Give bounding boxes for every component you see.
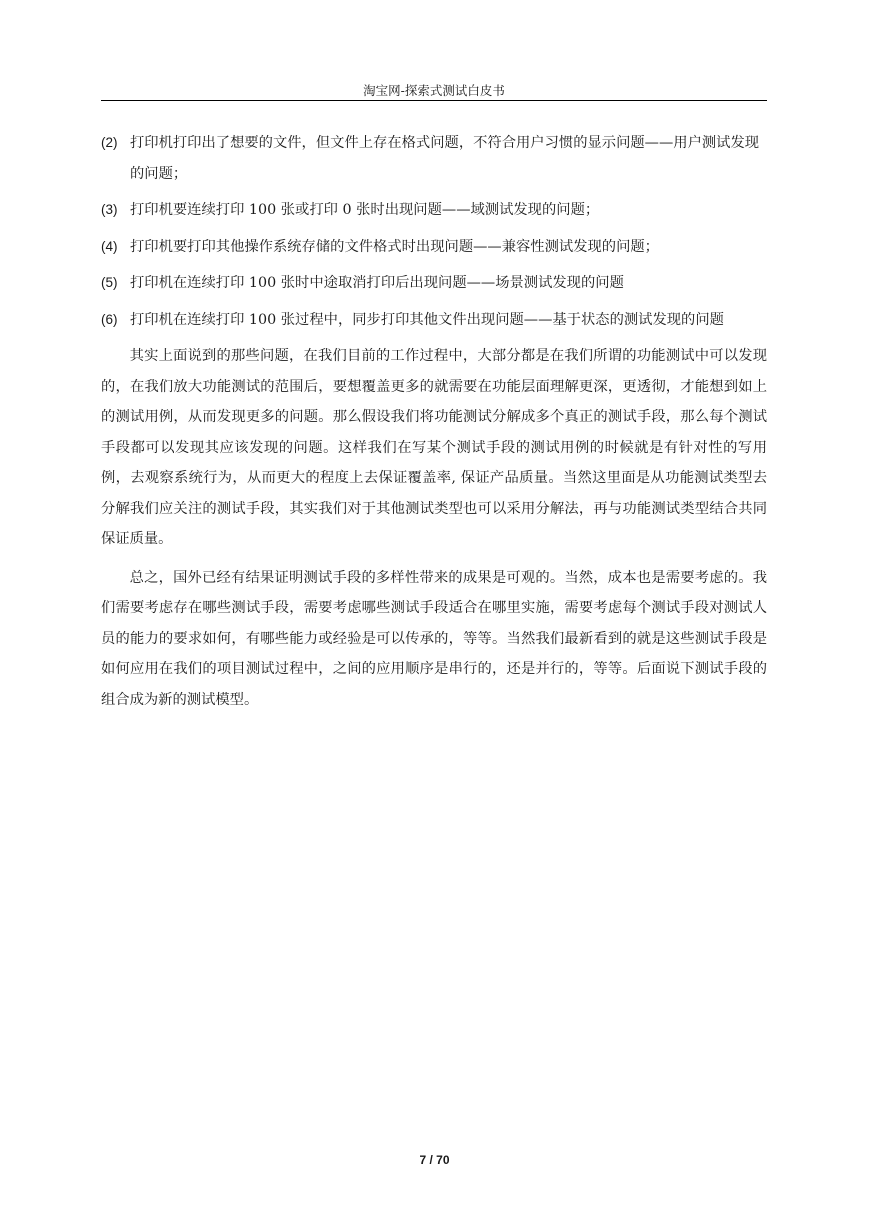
list-item-text: 打印机要打印其他操作系统存储的文件格式时出现问题——兼容性测试发现的问题；: [130, 238, 659, 255]
list-item: [101, 195, 767, 226]
list-item: [101, 128, 767, 189]
page-header: [101, 80, 767, 101]
body-paragraph: 总之，国外已经有结果证明测试手段的多样性带来的成果是可观的。当然，成本也是需要考虑的。我们需要考虑存在哪些测试手段，需要考虑哪些测试手段适合在哪里实施，需要考虑每个测试手段对测试人员的能力的要求如何，有哪些能力或经验是可以传承的，等等。当然我们最新看到的就是这些测试手段是如何应用在我们的项目测试过程中，之间的应用顺序是串行的，还是并行的，等等。后面说下测试手段的组合成为新的测试模型。: [101, 569, 767, 708]
body-paragraph: 其实上面说到的那些问题，在我们目前的工作过程中，大部分都是在我们所谓的功能测试中可以发现的，在我们放大功能测试的范围后，要想覆盖更多的就需要在功能层面理解更深，更透彻，才能想到如上的测试用例，从而发现更多的问题。那么假设我们将功能测试分解成多个真正的测试手段，那么每个测试手段都可以发现其应该发现的问题。这样我们在写某个测试手段的测试用例的时候就是有针对性的写用例，去观察系统行为，从而更大的程度上去保证覆盖率, 保证产品质量。当然这里面是从功能测试类型去分解我们应关注的测试手段，其实我们对于其他测试类型也可以采用分解法，再与功能测试类型结合共同保证质量。: [101, 348, 767, 547]
list-item-text: 打印机在连续打印 100 张时中途取消打印后出现问题——场景测试发现的问题: [130, 275, 624, 291]
list-item: [101, 268, 767, 299]
header-title: 淘宝网-探索式测试白皮书: [363, 83, 505, 98]
document-body: [101, 128, 767, 723]
list-item: [101, 232, 767, 263]
list-item-number: (4): [101, 238, 118, 254]
list-item-number: (6): [101, 311, 118, 327]
list-item-text: 打印机打印出了想要的文件，但文件上存在格式问题，不符合用户习惯的显示问题——用户测试发现的问题；: [130, 135, 760, 182]
list-item-text: 打印机要连续打印 100 张或打印 0 张时出现问题——域测试发现的问题；: [130, 202, 600, 218]
list-item-number: (3): [101, 202, 118, 217]
list-item-number: (2): [101, 135, 118, 150]
page-number: 7 / 70: [419, 1153, 450, 1167]
list-item-text: 打印机在连续打印 100 张过程中，同步打印其他文件出现问题——基于状态的测试发现的问题: [130, 311, 724, 328]
list-item-number: (5): [101, 275, 118, 290]
list-item: [101, 305, 767, 336]
